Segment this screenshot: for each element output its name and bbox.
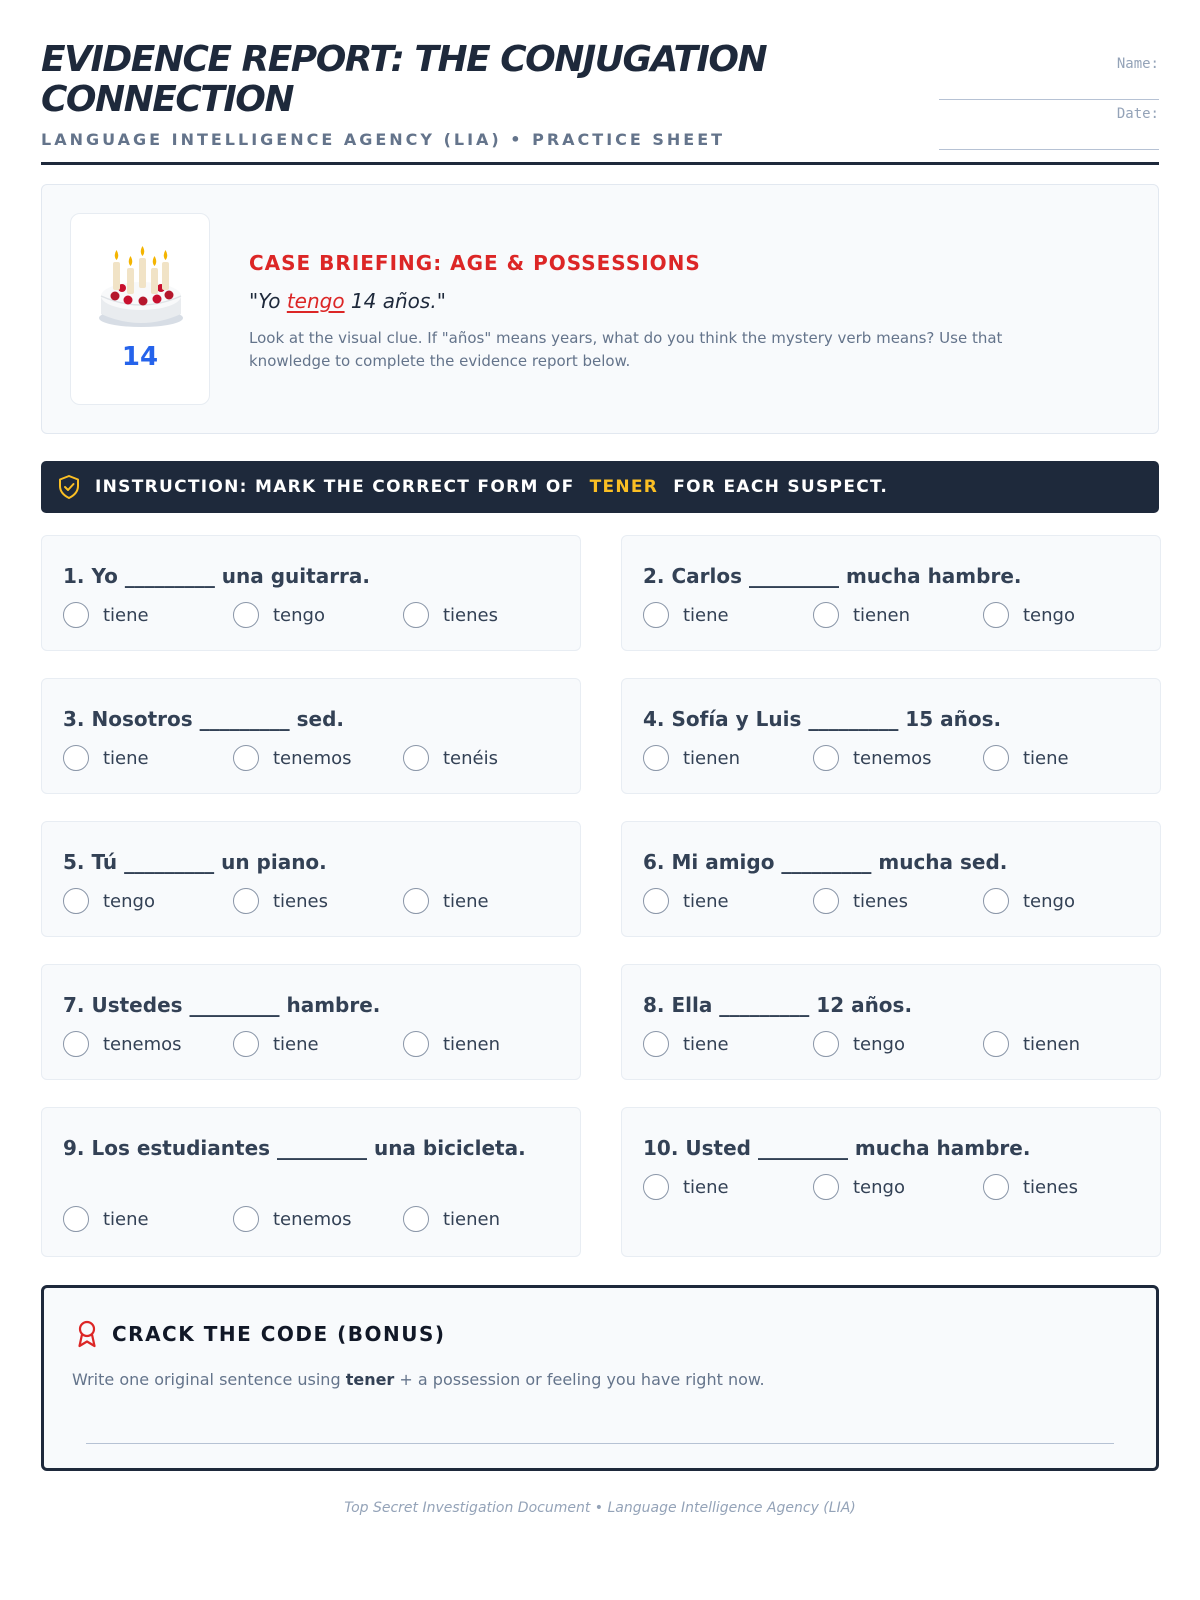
- option-label: tenemos: [273, 747, 352, 769]
- option-label: tenemos: [273, 1208, 352, 1230]
- option-label: tienes: [443, 604, 498, 626]
- answer-option[interactable]: [983, 743, 1153, 773]
- briefing-text: [249, 251, 1109, 373]
- answer-option[interactable]: [983, 600, 1153, 630]
- radio-button[interactable]: [813, 1031, 839, 1057]
- answer-option[interactable]: [813, 1029, 983, 1059]
- radio-button[interactable]: [403, 1206, 429, 1232]
- option-label: tengo: [1023, 890, 1075, 912]
- answer-option[interactable]: [813, 600, 983, 630]
- answer-option[interactable]: [813, 743, 983, 773]
- answer-option[interactable]: [643, 1029, 813, 1059]
- bonus-verb: tener: [345, 1370, 395, 1389]
- option-label: tienes: [853, 890, 908, 912]
- radio-button[interactable]: [983, 888, 1009, 914]
- bonus-title: CRACK THE CODE (BONUS): [112, 1322, 446, 1346]
- option-label: tienen: [443, 1033, 501, 1055]
- radio-button[interactable]: [233, 1031, 259, 1057]
- answer-option[interactable]: [643, 1172, 813, 1202]
- answer-option[interactable]: [63, 886, 233, 916]
- option-label: tiene: [443, 890, 489, 912]
- radio-button[interactable]: [813, 602, 839, 628]
- question-card: [41, 678, 581, 794]
- answer-option[interactable]: [983, 1029, 1153, 1059]
- option-label: tienen: [1023, 1033, 1081, 1055]
- answer-option[interactable]: [813, 886, 983, 916]
- question-text: 6. Mi amigo _________ mucha sed.: [643, 850, 1008, 874]
- radio-button[interactable]: [983, 1031, 1009, 1057]
- answer-options: [63, 600, 573, 630]
- radio-button[interactable]: [403, 1031, 429, 1057]
- case-briefing: [41, 184, 1159, 434]
- bonus-desc-start: Write one original sentence using: [72, 1370, 346, 1389]
- page-title: EVIDENCE REPORT: THE CONJUGATION CONNECTION: [41, 39, 767, 120]
- answer-option[interactable]: [643, 600, 813, 630]
- quote-start: "Yo: [249, 289, 287, 313]
- radio-button[interactable]: [983, 745, 1009, 771]
- footer-text: Top Secret Investigation Document • Language Intelligence Agency (LIA): [344, 1500, 856, 1516]
- radio-button[interactable]: [233, 1206, 259, 1232]
- option-label: tiene: [273, 1033, 319, 1055]
- radio-button[interactable]: [813, 1174, 839, 1200]
- answer-option[interactable]: [403, 1029, 573, 1059]
- radio-button[interactable]: [63, 745, 89, 771]
- question-card: [41, 821, 581, 937]
- instruction-verb: TENER: [589, 477, 659, 497]
- answer-option[interactable]: [233, 886, 403, 916]
- answer-option[interactable]: [233, 1029, 403, 1059]
- answer-options: [643, 1029, 1153, 1059]
- birthday-cake-icon: [95, 240, 187, 332]
- answer-option[interactable]: [983, 1172, 1153, 1202]
- option-label: tengo: [1023, 604, 1075, 626]
- answer-option[interactable]: [643, 886, 813, 916]
- award-ribbon-icon: [76, 1320, 98, 1348]
- answer-option[interactable]: [233, 743, 403, 773]
- bonus-header: [76, 1320, 446, 1348]
- student-fields: [939, 50, 1159, 150]
- option-label: tengo: [103, 890, 155, 912]
- answer-option[interactable]: [403, 886, 573, 916]
- radio-button[interactable]: [63, 1031, 89, 1057]
- radio-button[interactable]: [233, 602, 259, 628]
- radio-button[interactable]: [983, 602, 1009, 628]
- question-text: 3. Nosotros _________ sed.: [63, 707, 344, 731]
- option-label: tienen: [683, 747, 741, 769]
- question-text: 1. Yo _________ una guitarra.: [63, 564, 371, 588]
- answer-options: [643, 743, 1153, 773]
- radio-button[interactable]: [403, 745, 429, 771]
- date-label: Date:: [1116, 106, 1159, 122]
- answer-options: [63, 886, 573, 916]
- instruction-text: [95, 477, 888, 497]
- option-label: tienen: [443, 1208, 501, 1230]
- answer-option[interactable]: [63, 743, 233, 773]
- answer-options: [643, 600, 1153, 630]
- radio-button[interactable]: [643, 745, 669, 771]
- bonus-description: [72, 1370, 765, 1389]
- question-card: [41, 1107, 581, 1257]
- question-card: [621, 821, 1161, 937]
- answer-options: [643, 886, 1153, 916]
- option-label: tengo: [853, 1033, 905, 1055]
- date-field[interactable]: [939, 100, 1159, 150]
- option-label: tienes: [273, 890, 328, 912]
- option-label: tiene: [683, 890, 729, 912]
- shield-check-icon: [57, 474, 81, 500]
- question-card: [41, 535, 581, 651]
- question-text: 5. Tú _________ un piano.: [63, 850, 327, 874]
- option-label: tiene: [103, 604, 149, 626]
- answer-option[interactable]: [233, 1204, 403, 1234]
- option-label: tiene: [103, 747, 149, 769]
- radio-button[interactable]: [643, 888, 669, 914]
- radio-button[interactable]: [403, 888, 429, 914]
- quote-end: 14 años.": [344, 289, 446, 313]
- visual-clue-card: [70, 213, 210, 405]
- question-text: 9. Los estudiantes _________ una bicicleta.: [63, 1136, 526, 1160]
- answer-option[interactable]: [403, 743, 573, 773]
- option-label: tenemos: [853, 747, 932, 769]
- question-card: [41, 964, 581, 1080]
- radio-button[interactable]: [813, 745, 839, 771]
- briefing-heading: CASE BRIEFING: AGE & POSSESSIONS: [249, 251, 701, 275]
- name-field[interactable]: [939, 50, 1159, 100]
- bonus-section: [41, 1285, 1159, 1471]
- question-text: 8. Ella _________ 12 años.: [643, 993, 913, 1017]
- answer-option[interactable]: [813, 1172, 983, 1202]
- answer-option[interactable]: [643, 743, 813, 773]
- question-card: [621, 678, 1161, 794]
- option-label: tiene: [103, 1208, 149, 1230]
- radio-button[interactable]: [63, 602, 89, 628]
- question-card: [621, 535, 1161, 651]
- question-text: 10. Usted _________ mucha hambre.: [643, 1136, 1031, 1160]
- option-label: tienes: [1023, 1176, 1078, 1198]
- radio-button[interactable]: [233, 745, 259, 771]
- instruction-bar: [41, 461, 1159, 513]
- question-text: 2. Carlos _________ mucha hambre.: [643, 564, 1022, 588]
- answer-options: [63, 1029, 573, 1059]
- radio-button[interactable]: [403, 602, 429, 628]
- question-card: [621, 964, 1161, 1080]
- instruction-post: FOR EACH SUSPECT.: [673, 477, 889, 497]
- radio-button[interactable]: [233, 888, 259, 914]
- question-card: [621, 1107, 1161, 1257]
- answer-option[interactable]: [63, 600, 233, 630]
- option-label: tenemos: [103, 1033, 182, 1055]
- radio-button[interactable]: [63, 1206, 89, 1232]
- radio-button[interactable]: [643, 1174, 669, 1200]
- option-label: tenéis: [443, 747, 498, 769]
- answer-option[interactable]: [403, 600, 573, 630]
- option-label: tienen: [853, 604, 911, 626]
- radio-button[interactable]: [643, 1031, 669, 1057]
- question-text: 4. Sofía y Luis _________ 15 años.: [643, 707, 1002, 731]
- answer-option[interactable]: [233, 600, 403, 630]
- option-label: tiene: [1023, 747, 1069, 769]
- answer-option[interactable]: [983, 886, 1153, 916]
- answer-option[interactable]: [403, 1204, 573, 1234]
- radio-button[interactable]: [813, 888, 839, 914]
- answer-options: [643, 1172, 1153, 1202]
- answer-option[interactable]: [63, 1029, 233, 1059]
- radio-button[interactable]: [643, 602, 669, 628]
- bonus-answer-line[interactable]: [86, 1443, 1114, 1444]
- worksheet-page: [41, 0, 1159, 1516]
- page-subtitle: LANGUAGE INTELLIGENCE AGENCY (LIA) • PRACTICE SHEET: [41, 130, 726, 149]
- option-label: tengo: [853, 1176, 905, 1198]
- mystery-verb: tengo: [286, 289, 345, 313]
- option-label: tengo: [273, 604, 325, 626]
- name-label: Name:: [1116, 56, 1159, 72]
- clue-number: 14: [121, 342, 159, 372]
- radio-button[interactable]: [63, 888, 89, 914]
- answer-option[interactable]: [63, 1204, 233, 1234]
- question-text: 7. Ustedes _________ hambre.: [63, 993, 381, 1017]
- header: [41, 0, 1159, 165]
- answer-options: [63, 1204, 573, 1234]
- radio-button[interactable]: [983, 1174, 1009, 1200]
- answer-options: [63, 743, 573, 773]
- bonus-desc-end: + a possession or feeling you have right now.: [394, 1370, 765, 1389]
- option-label: tiene: [683, 1176, 729, 1198]
- briefing-description: Look at the visual clue. If "años" means years, what do you think the mystery verb means? Use that knowledge to complete the evidence report below.: [249, 329, 1003, 370]
- option-label: tiene: [683, 604, 729, 626]
- option-label: tiene: [683, 1033, 729, 1055]
- example-sentence: [249, 289, 1109, 313]
- instruction-pre: INSTRUCTION: MARK THE CORRECT FORM OF: [95, 477, 575, 497]
